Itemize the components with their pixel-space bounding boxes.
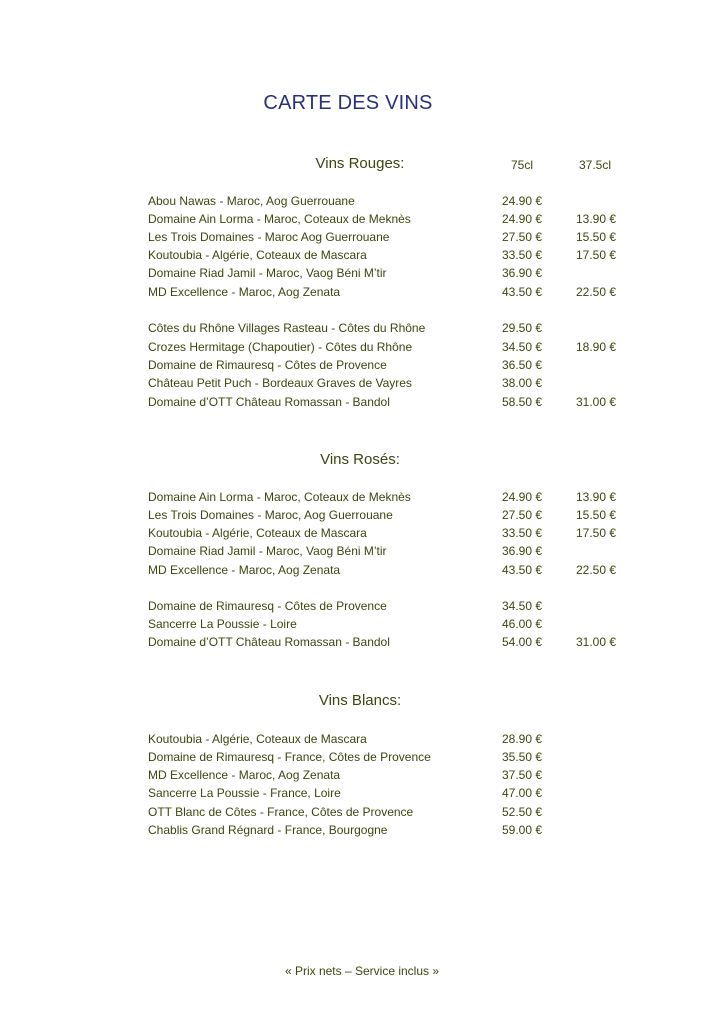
price-37cl: 13.90 € bbox=[576, 490, 617, 504]
wine-row bbox=[148, 730, 628, 748]
wine-row bbox=[148, 561, 628, 579]
wine-row bbox=[148, 228, 628, 246]
wine-name: MD Excellence - Maroc, Aog Zenata bbox=[148, 768, 341, 782]
price-75cl: 43.50 € bbox=[502, 285, 543, 299]
wine-name: Domaine Riad Jamil - Maroc, Vaog Béni M’tir bbox=[148, 544, 387, 558]
price-37cl: 15.50 € bbox=[576, 230, 617, 244]
wine-row bbox=[148, 821, 628, 839]
wine-row bbox=[148, 597, 628, 615]
wine-row bbox=[148, 374, 628, 392]
wine-row bbox=[148, 283, 628, 301]
wine-row bbox=[148, 393, 628, 411]
price-75cl: 46.00 € bbox=[502, 617, 543, 631]
wine-row bbox=[148, 633, 628, 651]
price-75cl: 43.50 € bbox=[502, 563, 543, 577]
price-75cl: 54.00 € bbox=[502, 635, 543, 649]
wine-name: Les Trois Domaines - Maroc, Aog Guerrouane bbox=[148, 508, 393, 522]
wine-name: Crozes Hermitage (Chapoutier) - Côtes du Rhône bbox=[148, 340, 413, 354]
price-75cl: 36.90 € bbox=[502, 544, 543, 558]
wine-name: Sancerre La Poussie - France, Loire bbox=[148, 786, 341, 800]
price-75cl: 27.50 € bbox=[502, 230, 543, 244]
wine-name: Abou Nawas - Maroc, Aog Guerrouane bbox=[148, 194, 355, 208]
price-75cl: 52.50 € bbox=[502, 805, 543, 819]
price-75cl: 24.90 € bbox=[502, 490, 543, 504]
wine-name: Domaine Riad Jamil - Maroc, Vaog Béni M’tir bbox=[148, 266, 387, 280]
wine-row bbox=[148, 246, 628, 264]
wine-name: Sancerre La Poussie - Loire bbox=[148, 617, 297, 631]
price-75cl: 59.00 € bbox=[502, 823, 543, 837]
price-37cl: 18.90 € bbox=[576, 340, 617, 354]
price-75cl: 36.50 € bbox=[502, 358, 543, 372]
wine-row bbox=[148, 506, 628, 524]
price-37cl: 22.50 € bbox=[576, 285, 617, 299]
wine-row bbox=[148, 766, 628, 784]
wine-row bbox=[148, 803, 628, 821]
price-75cl: 33.50 € bbox=[502, 526, 543, 540]
price-75cl: 47.00 € bbox=[502, 786, 543, 800]
price-75cl: 28.90 € bbox=[502, 732, 543, 746]
wine-name: Koutoubia - Algérie, Coteaux de Mascara bbox=[148, 732, 367, 746]
price-75cl: 33.50 € bbox=[502, 248, 543, 262]
wine-name: Les Trois Domaines - Maroc Aog Guerrouane bbox=[148, 230, 390, 244]
price-75cl: 24.90 € bbox=[502, 194, 543, 208]
wine-name: OTT Blanc de Côtes - France, Côtes de Provence bbox=[148, 805, 414, 819]
price-75cl: 38.00 € bbox=[502, 376, 543, 390]
wine-name: Domaine de Rimauresq - Côtes de Provence bbox=[148, 599, 387, 613]
section-title-roses: Vins Rosés: bbox=[320, 451, 400, 468]
wine-row bbox=[148, 748, 628, 766]
price-37cl: 31.00 € bbox=[576, 395, 617, 409]
column-header-37cl: 37.5cl bbox=[579, 158, 612, 172]
wine-row bbox=[148, 319, 628, 337]
wine-name: MD Excellence - Maroc, Aog Zenata bbox=[148, 563, 341, 577]
wine-row bbox=[148, 784, 628, 802]
wine-row bbox=[148, 264, 628, 282]
price-75cl: 24.90 € bbox=[502, 212, 543, 226]
wine-name: Domaine de Rimauresq - Côtes de Provence bbox=[148, 358, 387, 372]
price-75cl: 58.50 € bbox=[502, 395, 543, 409]
price-37cl: 13.90 € bbox=[576, 212, 617, 226]
price-75cl: 35.50 € bbox=[502, 750, 543, 764]
wine-row bbox=[148, 488, 628, 506]
price-37cl: 15.50 € bbox=[576, 508, 617, 522]
page-title: CARTE DES VINS bbox=[263, 92, 433, 114]
price-75cl: 27.50 € bbox=[502, 508, 543, 522]
price-75cl: 34.50 € bbox=[502, 599, 543, 613]
wine-row bbox=[148, 356, 628, 374]
wine-name: Domaine de Rimauresq - France, Côtes de Provence bbox=[148, 750, 431, 764]
price-75cl: 29.50 € bbox=[502, 321, 543, 335]
wine-name: MD Excellence - Maroc, Aog Zenata bbox=[148, 285, 341, 299]
price-75cl: 36.90 € bbox=[502, 266, 543, 280]
price-75cl: 34.50 € bbox=[502, 340, 543, 354]
price-37cl: 31.00 € bbox=[576, 635, 617, 649]
wine-row bbox=[148, 524, 628, 542]
wine-name: Koutoubia - Algérie, Coteaux de Mascara bbox=[148, 526, 367, 540]
wine-name: Domaine Ain Lorma - Maroc, Coteaux de Meknès bbox=[148, 490, 411, 504]
wine-name: Koutoubia - Algérie, Coteaux de Mascara bbox=[148, 248, 367, 262]
wine-row bbox=[148, 542, 628, 560]
footer-note: « Prix nets – Service inclus » bbox=[284, 964, 440, 978]
wine-row bbox=[148, 615, 628, 633]
wine-name: Chablis Grand Régnard - France, Bourgogne bbox=[148, 823, 388, 837]
wine-name: Côtes du Rhône Villages Rasteau - Côtes du Rhône bbox=[148, 321, 426, 335]
wine-row bbox=[148, 210, 628, 228]
wine-name: Domaine d’OTT Château Romassan - Bandol bbox=[148, 635, 390, 649]
column-header-75cl: 75cl bbox=[511, 158, 534, 172]
price-37cl: 17.50 € bbox=[576, 248, 617, 262]
wine-name: Domaine Ain Lorma - Maroc, Coteaux de Meknès bbox=[148, 212, 411, 226]
wine-name: Domaine d’OTT Château Romassan - Bandol bbox=[148, 395, 390, 409]
wine-row bbox=[148, 192, 628, 210]
price-37cl: 22.50 € bbox=[576, 563, 617, 577]
wine-row bbox=[148, 338, 628, 356]
price-75cl: 37.50 € bbox=[502, 768, 543, 782]
price-37cl: 17.50 € bbox=[576, 526, 617, 540]
section-title-blancs: Vins Blancs: bbox=[318, 692, 402, 709]
section-title-rouges: Vins Rouges: bbox=[315, 155, 405, 172]
wine-name: Château Petit Puch - Bordeaux Graves de Vayres bbox=[148, 376, 412, 390]
